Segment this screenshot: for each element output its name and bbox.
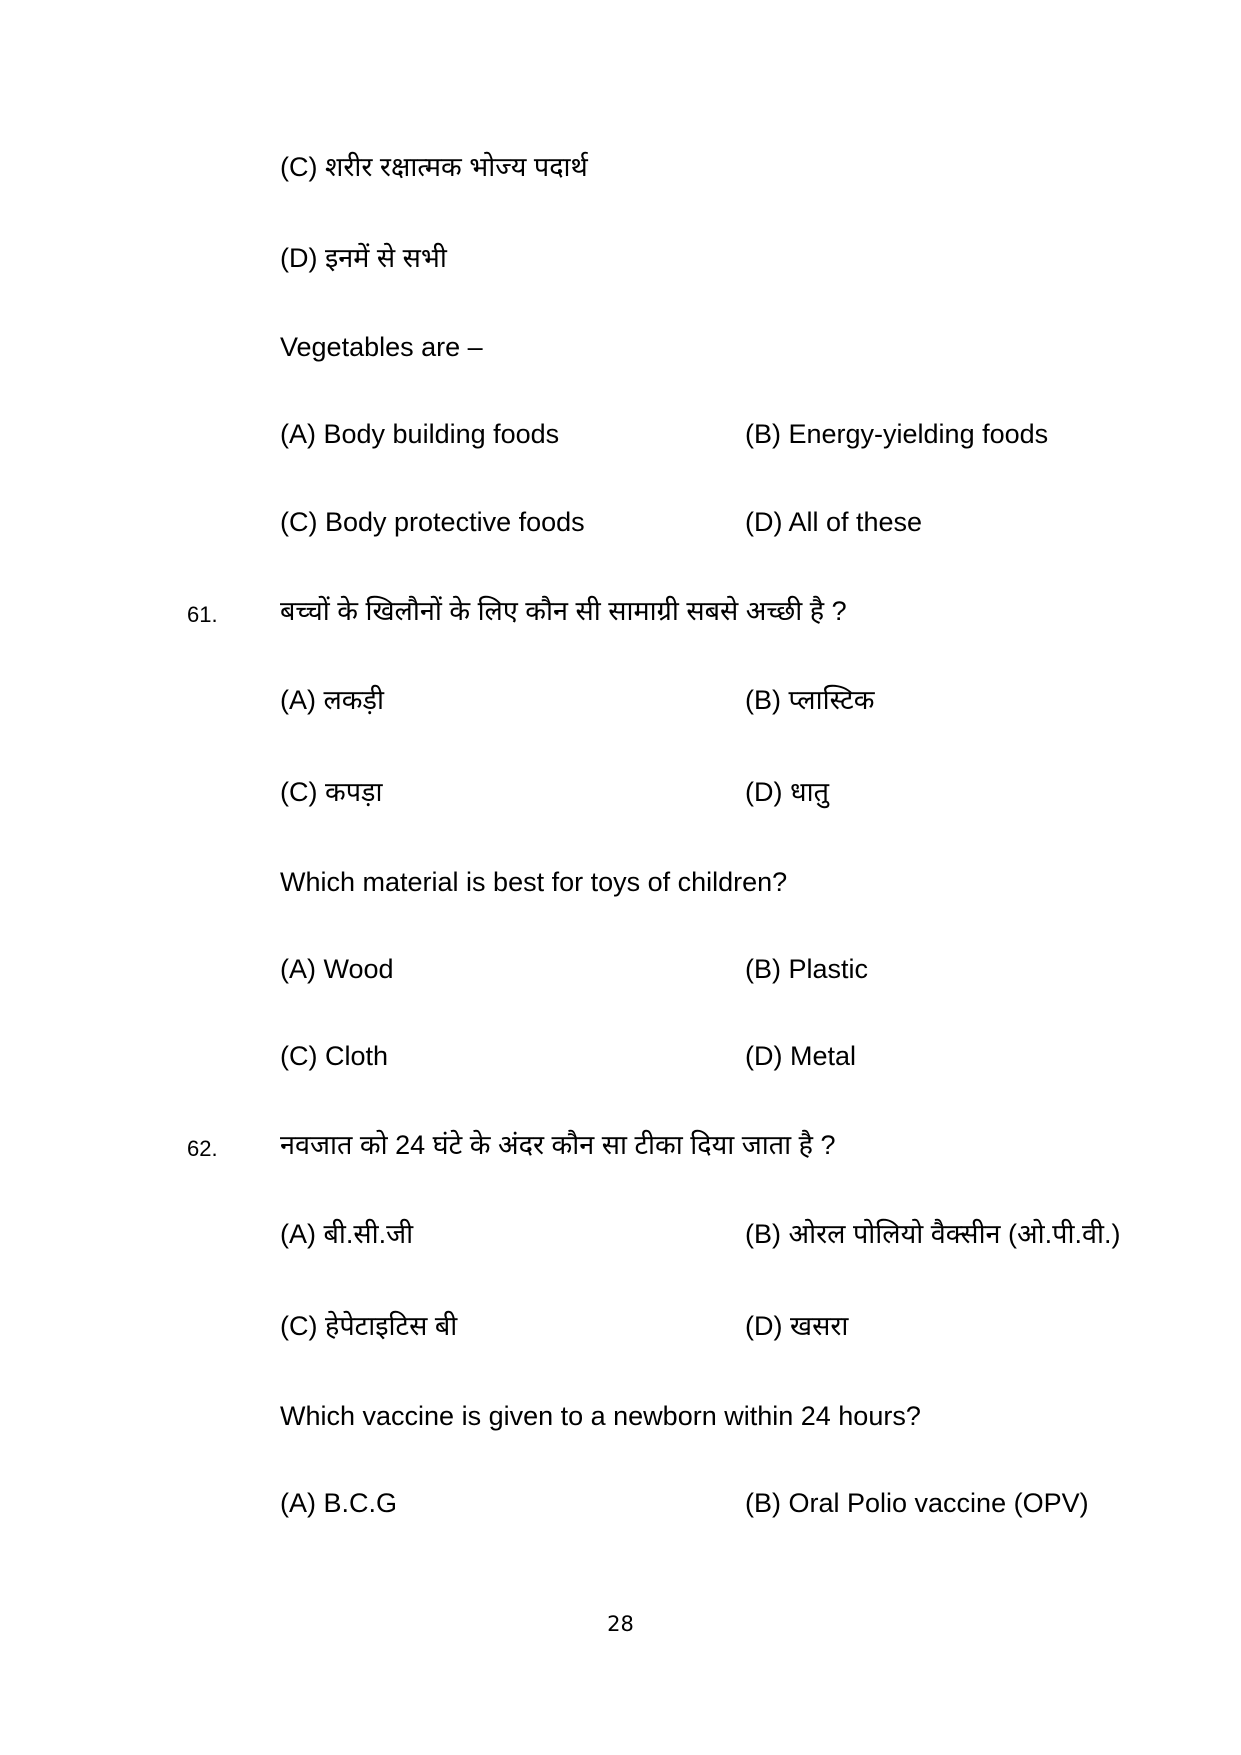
option-b-english: (B) Plastic bbox=[745, 954, 869, 984]
option-a-english: (A) Body building foods bbox=[280, 419, 560, 449]
option-b-english: (B) Energy-yielding foods bbox=[745, 419, 1049, 449]
option-b-hindi: (B) प्लास्टिक bbox=[745, 685, 875, 715]
question-number: 62. bbox=[187, 1136, 218, 1161]
question-text-english: Which vaccine is given to a newborn within 24 hours? bbox=[280, 1401, 921, 1431]
option-a-english: (A) Wood bbox=[280, 954, 394, 984]
option-b-english: (B) Oral Polio vaccine (OPV) bbox=[745, 1488, 1089, 1518]
question-number: 61. bbox=[187, 602, 218, 627]
option-a-english: (A) B.C.G bbox=[280, 1488, 398, 1518]
question-text-hindi: बच्चों के खिलौनों के लिए कौन सी सामाग्री सबसे अच्छी है ? bbox=[280, 596, 847, 626]
option-d-hindi: (D) इनमें से सभी bbox=[280, 243, 447, 273]
option-c-hindi: (C) हेपेटाइटिस बी bbox=[280, 1311, 458, 1341]
option-a-hindi: (A) लकड़ी bbox=[280, 685, 384, 715]
option-a-hindi: (A) बी.सी.जी bbox=[280, 1219, 414, 1249]
option-c-hindi: (C) शरीर रक्षात्मक भोज्य पदार्थ bbox=[280, 152, 588, 182]
option-c-english: (C) Cloth bbox=[280, 1041, 389, 1071]
option-d-hindi: (D) धातु bbox=[745, 777, 829, 807]
option-d-english: (D) Metal bbox=[745, 1041, 857, 1071]
option-d-hindi: (D) खसरा bbox=[745, 1311, 849, 1341]
page-number: 28 bbox=[607, 1612, 634, 1636]
question-text-hindi: नवजात को 24 घंटे के अंदर कौन सा टीका दिया जाता है ? bbox=[280, 1130, 836, 1160]
question-text-english: Which material is best for toys of children? bbox=[280, 867, 788, 897]
option-c-hindi: (C) कपड़ा bbox=[280, 777, 383, 807]
question-text-english: Vegetables are – bbox=[280, 332, 483, 362]
option-c-english: (C) Body protective foods bbox=[280, 507, 585, 537]
option-b-hindi: (B) ओरल पोलियो वैक्सीन (ओ.पी.वी.) bbox=[745, 1219, 1121, 1249]
option-d-english: (D) All of these bbox=[745, 507, 923, 537]
